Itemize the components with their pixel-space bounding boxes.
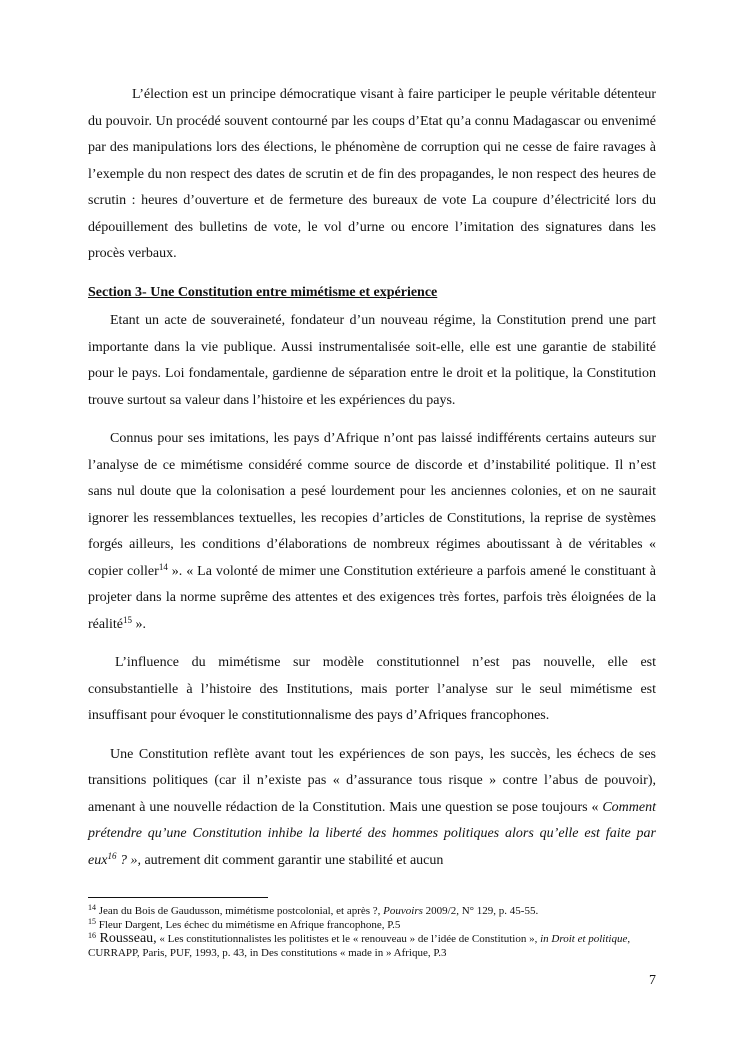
footnote-14: $^{14}$ Jean du Bois de Gaudusson, mimétisme postcolonial, et après ?, Pouvoirs 2009/2, N° 129, p. 45-55. xyxy=(88,903,539,917)
section-heading: Section 3- Une Constitution entre mimétisme et expérience xyxy=(88,284,438,300)
para3-text-b: ». « La volonté de mimer une Constitution extérieure a parfois amené le constituant à projeter dans la norme suprême des attentes et des exigences très fortes, parfois très éloignées de la réalité xyxy=(88,563,656,632)
para5-text-a: Une Constitution reflète avant tout les expériences de son pays, les succès, les échecs de ses transitions politiques (car il n’existe pas « d’assurance tous risque » contre l’abus de pouvoir), amenant à une nouvelle rédaction de la Constitution. Mais une question se pose toujours « xyxy=(88,746,656,815)
page-number: 7 xyxy=(649,973,656,988)
footnote-15: $^{15}$ Fleur Dargent, Les échec du mimétisme en Afrique francophone, P.5 xyxy=(88,917,401,931)
para5-quote-end: ? », xyxy=(116,852,141,868)
footnote-divider xyxy=(88,897,268,898)
footnote-16: $^{16}$ Rousseau, « Les constitutionnalistes les politistes et le « renouveau » de l’idée de Constitution », in Droit et politique, CURRAPP, Paris, PUF, 1993, p. 43, in Des constitutions « made in » Afrique, P.3 xyxy=(88,931,631,959)
paragraph-mimetisme xyxy=(88,426,656,638)
paragraph-influence: L’influence du mimétisme sur modèle constitutionnel n’est pas nouvelle, elle est consubstantielle à l’histoire des Institutions, mais porter l’analyse sur le seul mimétisme est insuffisant pour évoquer le constitutionnalisme des pays d’Afriques francophones. xyxy=(88,655,656,723)
paragraph-experiences xyxy=(88,742,656,875)
para3-text-c: ». xyxy=(131,616,146,632)
para3-text-a: Connus pour ses imitations, les pays d’Afrique n’ont pas laissé indifférents certains auteurs sur l’analyse de ce mimétisme considéré comme source de discorde et d’instabilité politique. Il n’est sans nul doute que la colonisation a pesé lourdement pour les anciennes colonies, et on ne saurait ignorer les ressemblances textuelles, les recopies d’articles de Constitutions, la reprise de systèmes forgés ailleurs, les conditions d’élaborations de nombreux régimes aboutissant à de véritables « copier coller xyxy=(88,431,656,579)
paragraph-election: L’élection est un principe démocratique visant à faire participer le peuple véritable détenteur du pouvoir. Un procédé souvent contourné par les coups d’Etat qu’a connu Madagascar ou envenimé par des manipulations lors des élections, le phénomène de corruption qui ne cesse de faire ravages à l’exemple du non respect des dates de scrutin et de fin des propagandes, le non respect des heures de scrutin : heures d’ouverture et de fermeture des bureaux de vote La coupure d’électricité lors du dépouillement des bulletins de vote, le vol d’urne ou encore l’imitation des signatures dans les procès verbaux. xyxy=(88,87,656,261)
footnotes xyxy=(88,897,656,960)
paragraph-constitution-acte: Etant un acte de souveraineté, fondateur d’un nouveau régime, la Constitution prend une part importante dans la vie publique. Aussi instrumentalisée soit-elle, elle est une garantie de stabilité pour le pays. Loi fondamentale, gardienne de séparation entre le droit et la politique, la Constitution trouve surtout sa valeur dans l’histoire et les expériences du pays. xyxy=(88,313,656,408)
footnote-ref-14: 14 xyxy=(158,561,168,572)
document-body xyxy=(88,82,656,874)
footnote-ref-16: 16 xyxy=(107,850,117,861)
para5-text-b: autrement dit comment garantir une stabilité et aucun xyxy=(140,852,444,868)
footnote-ref-15: 15 xyxy=(122,614,132,625)
para5-quote: Comment prétendre qu’une Constitution inhibe la liberté des hommes politiques alors qu’elle est faite par eux xyxy=(88,799,656,868)
